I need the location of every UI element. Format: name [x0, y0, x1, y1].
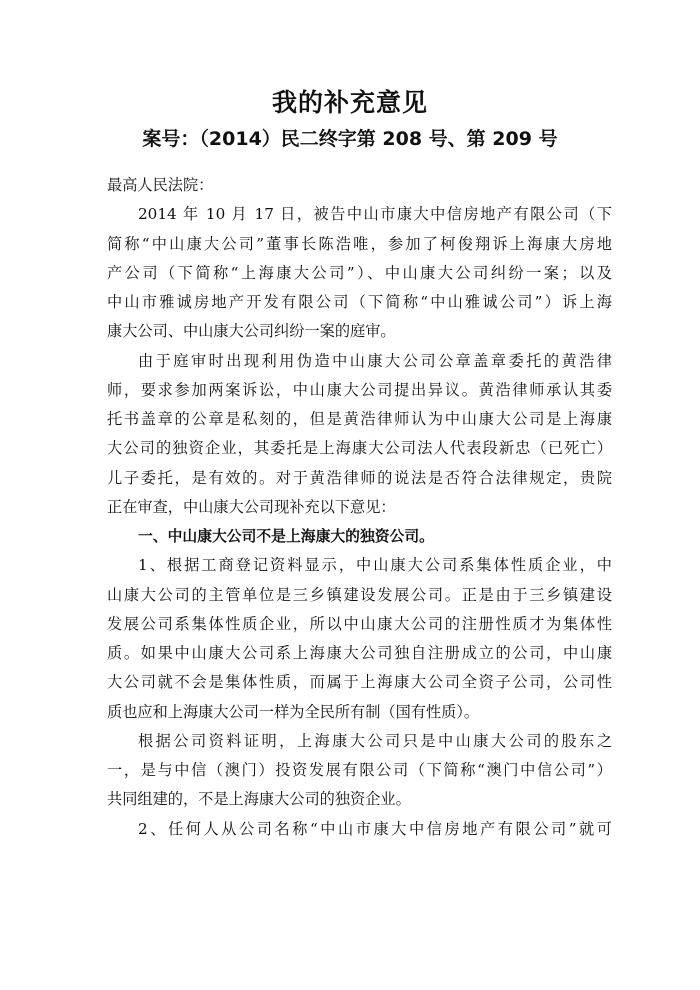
paragraph-line: 质也应和上海康大公司一样为全民所有制（国有性质）。	[107, 702, 480, 721]
paragraph-line: 简称“中山康大公司”董事长陈浩唯，参加了柯俊翔诉上海康大房地	[107, 234, 612, 253]
paragraph-line: 1、根据工商登记资料显示，中山康大公司系集体性质企业，中	[138, 556, 612, 575]
paragraph-line: 托书盖章的公章是私刻的，但是黄浩律师认为中山康大公司是上海康	[107, 410, 612, 428]
paragraph-line: 共同组建的，不是上海康大公司的独资企业。	[107, 790, 411, 809]
document-title: 我的补充意见	[271, 88, 428, 117]
paragraph-line: 发展公司系集体性质企业，所以中山康大公司的注册性质才为集体性	[107, 614, 612, 633]
paragraph-line: 产公司（下简称“上海康大公司”）、中山康大公司纠纷一案；以及	[107, 263, 612, 282]
paragraph-line: 2、任何人从公司名称“中山市康大中信房地产有限公司”就可	[138, 819, 612, 838]
paragraph-line: 儿子委托，是有效的。对于黄浩律师的说法是否符合法律规定，贵院	[107, 468, 612, 487]
paragraph-line: 2014 年 10 月 17 日，被告中山市康大中信房地产有限公司（下	[138, 205, 612, 224]
paragraph-line: 由于庭审时出现利用伪造中山康大公司公章盖章委托的黄浩律	[138, 351, 612, 370]
paragraph-line: 大公司的独资企业，其委托是上海康大公司法人代表段新忠（已死亡）	[107, 439, 612, 458]
section-heading: 一、中山康大公司不是上海康大的独资公司。	[138, 528, 434, 545]
paragraph-line: 一，是与中信（澳门）投资发展有限公司（下简称“澳门中信公司”）	[107, 761, 612, 779]
paragraph-line: 最高人民法院：	[107, 176, 214, 194]
paragraph-line: 根据公司资料证明，上海康大公司只是中山康大公司的股东之	[138, 731, 612, 750]
paragraph-line: 康大公司、中山康大公司纠纷一案的庭审。	[107, 322, 396, 341]
case-number: 案号：（2014）民二终字第 208 号、第 209 号	[142, 128, 558, 150]
document-body	[107, 171, 612, 844]
paragraph-line: 师，要求参加两案诉讼，中山康大公司提出异议。黄浩律师承认其委	[107, 380, 612, 399]
paragraph-line: 中山市雅诚房地产开发有限公司（下简称“中山雅诚公司”）诉上海	[107, 293, 612, 311]
paragraph-line: 山康大公司的主管单位是三乡镇建设发展公司。正是由于三乡镇建设	[107, 585, 612, 604]
paragraph-line: 质。如果中山康大公司系上海康大公司独自注册成立的公司，中山康	[107, 644, 612, 662]
paragraph-line: 正在审查，中山康大公司现补充以下意见：	[107, 497, 396, 516]
paragraph-line: 大公司就不会是集体性质，而属于上海康大公司全资子公司，公司性	[107, 673, 612, 692]
